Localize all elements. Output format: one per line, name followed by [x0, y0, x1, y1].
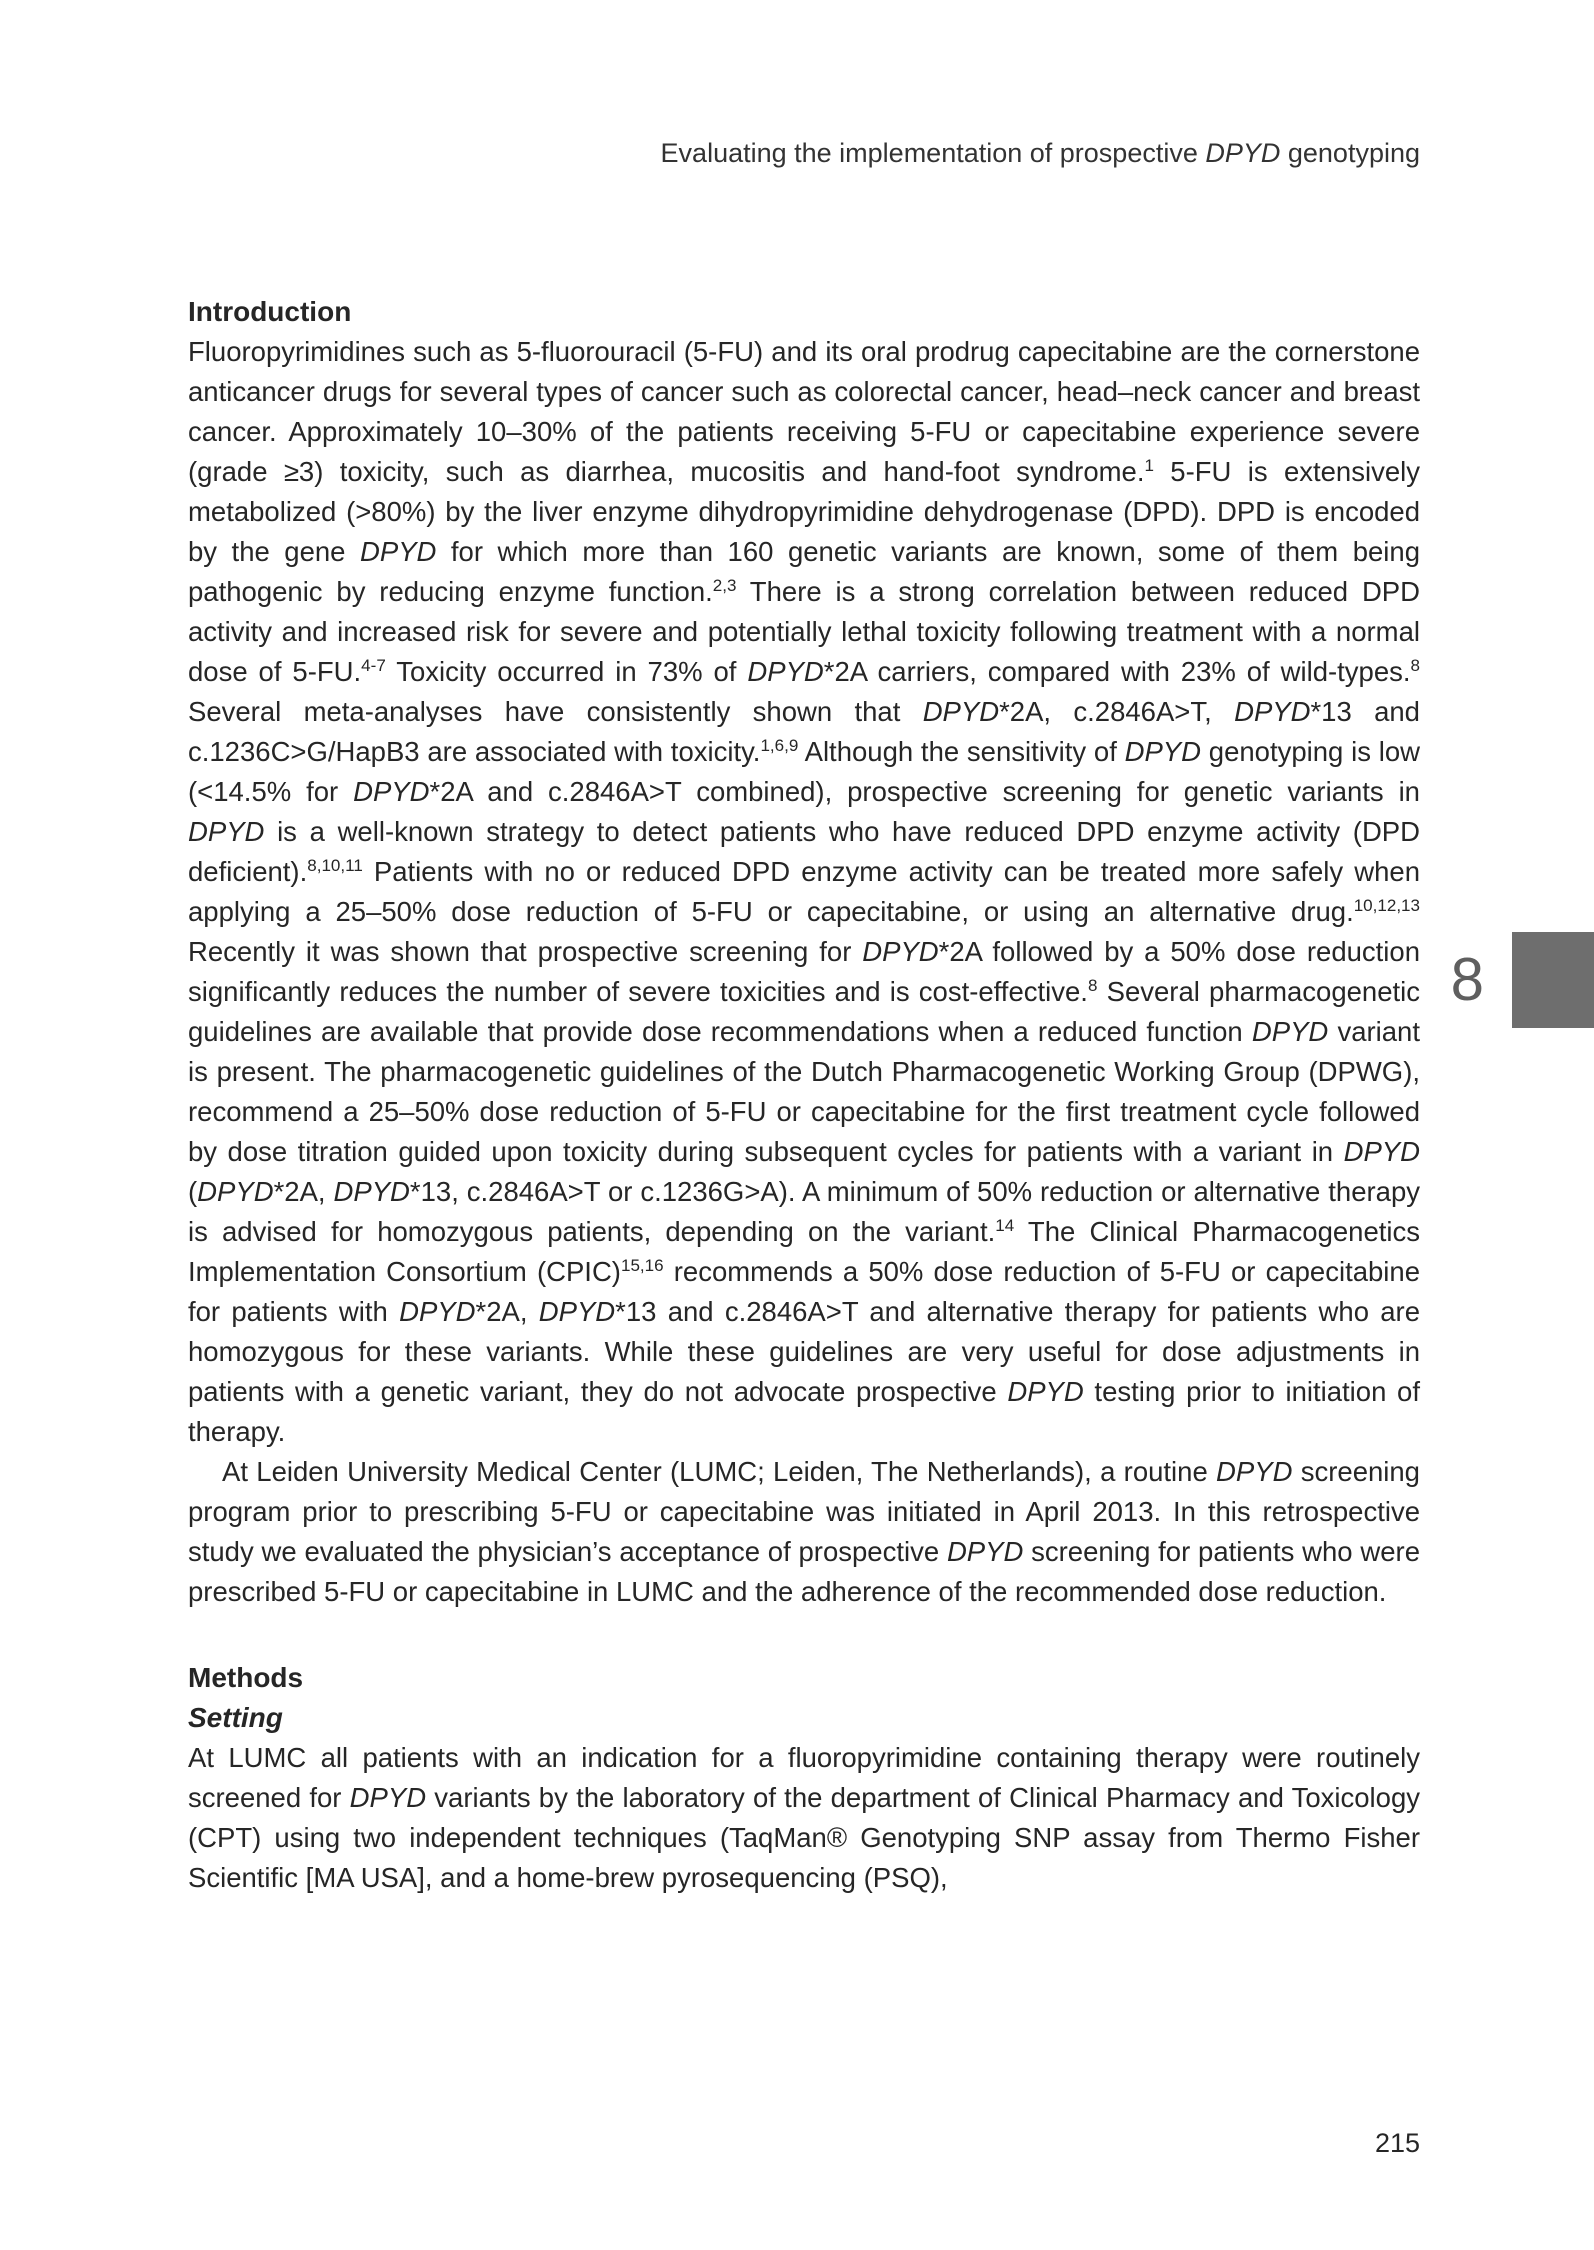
- running-header: Evaluating the implementation of prospective DPYD genotyping: [660, 138, 1420, 168]
- page-content: [188, 292, 1420, 1898]
- introduction-paragraph-1: Fluoropyrimidines such as 5-fluorouracil (5-FU) and its oral prodrug capecitabine are the cornerstone anticancer drugs for several types of cancer such as colorectal cancer, head–neck cancer and breast cancer. Approximately 10–30% of the patients receiving 5-FU or capecitabine experience severe (grade ≥3) toxicity, such as diarrhea, mucositis and hand-foot syndrome.$^1$ 5-FU is extensively metabolized (>80%) by the liver enzyme dihydropyrimidine dehydrogenase (DPD). DPD is encoded by the gene DPYD for which more than 160 genetic variants are known, some of them being pathogenic by reducing enzyme function.$^{2,3}$ There is a strong correlation between reduced DPD activity and increased risk for severe and potentially lethal toxicity following treatment with a normal dose of 5-FU.$^{4-7}$ Toxicity occurred in 73% of DPYD*2A carriers, compared with 23% of wild-types.$^8$ Several meta-analyses have consistently shown that DPYD*2A, c.2846A>T, DPYD*13 and c.1236C>G/HapB3 are associated with toxicity.$^{1,6,9}$ Although the sensitivity of DPYD genotyping is low (<14.5% for DPYD*2A and c.2846A>T combined), prospective screening for genetic variants in DPYD is a well-known strategy to detect patients who have reduced DPD enzyme activity (DPD deficient).$^{8,10,11}$ Patients with no or reduced DPD enzyme activity can be treated more safely when applying a 25–50% dose reduction of 5-FU or capecitabine, or using an alternative drug.$^{10,12,13}$ Recently it was shown that prospective screening for DPYD*2A followed by a 50% dose reduction significantly reduces the number of severe toxicities and is cost-effective.$^8$ Several pharmacogenetic guidelines are available that provide dose recommendations when a reduced function DPYD variant is present. The pharmacogenetic guidelines of the Dutch Pharmacogenetic Working Group (DPWG), recommend a 25–50% dose reduction of 5-FU or capecitabine for the first treatment cycle followed by dose titration guided upon toxicity during subsequent cycles for patients with a variant in DPYD (DPYD*2A, DPYD*13, c.2846A>T or c.1236G>A). A minimum of 50% reduction or alternative therapy is advised for homozygous patients, depending on the variant.$^{14}$ The Clinical Pharmacogenetics Implementation Consortium (CPIC)$^{15,16}$ recommends a 50% dose reduction of 5-FU or capecitabine for patients with DPYD*2A, DPYD*13 and c.2846A>T and alternative therapy for patients who are homozygous for these variants. While these guidelines are very useful for dose adjustments in patients with a genetic variant, they do not advocate prospective DPYD testing prior to initiation of therapy.: [188, 336, 1421, 1447]
- section-heading-methods: Methods: [188, 1662, 304, 1693]
- methods-paragraph-1: At LUMC all patients with an indication for a fluoropyrimidine containing therapy were routinely screened for DPYD variants by the laboratory of the department of Clinical Pharmacy and Toxicology (CPT) using two independent techniques (TaqMan® Genotyping SNP assay from Thermo Fisher Scientific [MA USA], and a home-brew pyrosequencing (PSQ),: [188, 1742, 1420, 1893]
- chapter-number: 8: [1450, 946, 1484, 1013]
- page-number: 215: [1374, 2128, 1420, 2158]
- subsection-heading-setting: Setting: [188, 1702, 283, 1733]
- chapter-tab: [1512, 932, 1594, 1028]
- section-heading-introduction: Introduction: [188, 296, 352, 327]
- introduction-paragraph-2: At Leiden University Medical Center (LUMC; Leiden, The Netherlands), a routine DPYD screening program prior to prescribing 5-FU or capecitabine was initiated in April 2013. In this retrospective study we evaluated the physician’s acceptance of prospective DPYD screening for patients who were prescribed 5-FU or capecitabine in LUMC and the adherence of the recommended dose reduction.: [188, 1456, 1420, 1607]
